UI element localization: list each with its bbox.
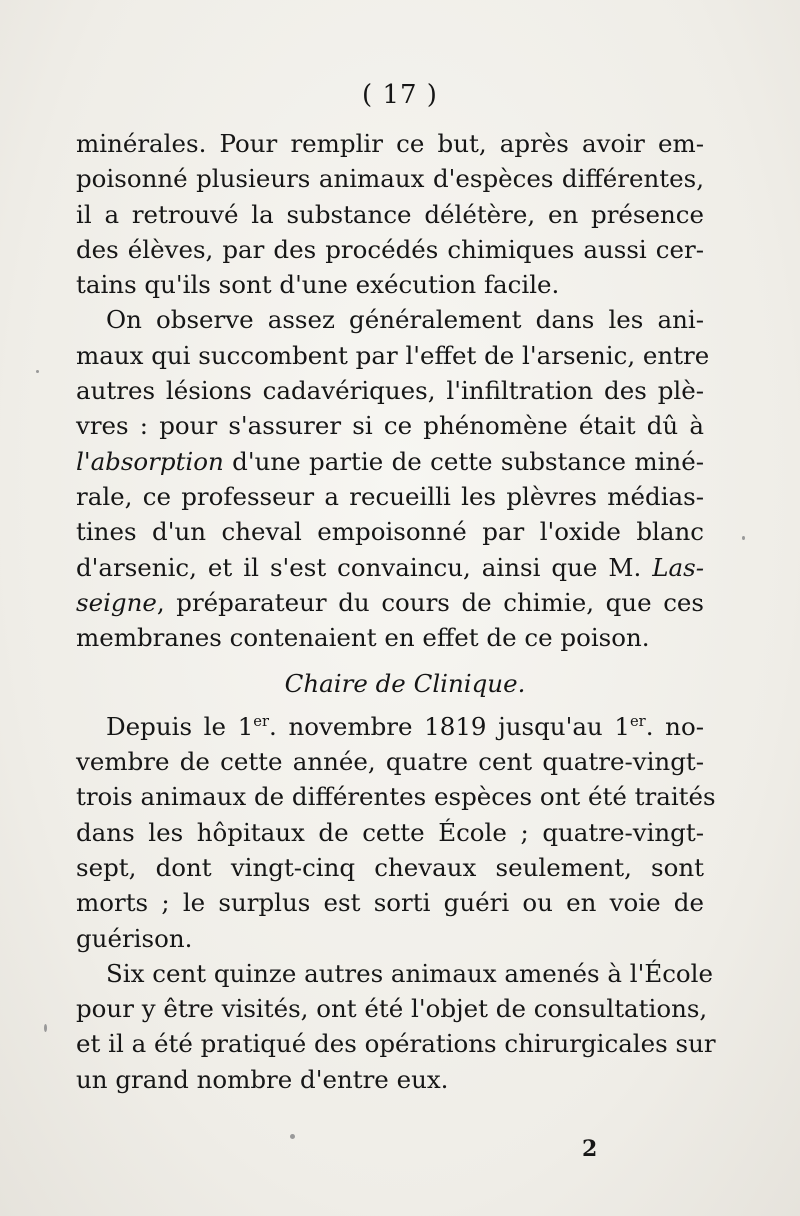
text-line: sept, dont vingt-cinq chevaux seulement, sont — [76, 852, 704, 882]
ordinal-superscript: er — [253, 712, 270, 730]
paper-speck — [36, 370, 39, 373]
text-line: minérales. Pour remplir ce but, après avoir em- — [76, 129, 704, 158]
paper-speck — [742, 536, 745, 540]
text-line: vembre de cette année, quatre cent quatre-vingt- — [76, 747, 704, 777]
text-line-italic-start: l'absorption d'une partie de cette substance miné- — [76, 446, 704, 476]
text-line: Six cent quinze autres animaux amenés à l'École — [106, 958, 714, 988]
ordinal-superscript: er — [629, 712, 646, 730]
text-line: et il a été pratiqué des opérations chirurgicales sur — [76, 1029, 716, 1059]
text-line: des élèves, par des procédés chimiques aussi cer- — [76, 234, 704, 264]
text-line: Depuis le 1er. novembre 1819 jusqu'au 1er. no- — [106, 711, 704, 741]
text-line: guérison. — [76, 923, 193, 953]
text-line: tains qu'ils sont d'une exécution facile. — [76, 270, 560, 300]
italic-word: seigne — [76, 587, 157, 617]
text-line: membranes contenaient en effet de ce poison. — [76, 623, 650, 653]
text-line: tines d'un cheval empoisonné par l'oxide blanc — [76, 517, 704, 547]
text-line: seigne, préparateur du cours de chimie, que ces — [76, 587, 704, 617]
paper-speck — [44, 1024, 47, 1032]
text-line: rale, ce professeur a recueilli les plèvres médias- — [76, 481, 704, 511]
italic-word: Las- — [652, 552, 704, 582]
signature-mark: 2 — [582, 1136, 598, 1162]
text-line: On observe assez généralement dans les ani- — [106, 305, 704, 335]
text-line: autres lésions cadavériques, l'infiltration des plè- — [76, 376, 704, 406]
page-number: ( 17 ) — [362, 80, 438, 110]
paper-speck — [290, 1134, 295, 1139]
text-line: il a retrouvé la substance délétère, en présence — [76, 199, 704, 229]
text-line: poisonné plusieurs animaux d'espèces différentes, — [76, 164, 704, 194]
italic-word: l'absorption — [76, 446, 224, 476]
text-line: un grand nombre d'entre eux. — [76, 1064, 449, 1094]
body-text — [76, 126, 716, 1097]
text-line: trois animaux de différentes espèces ont été traités — [76, 782, 716, 812]
text-line: pour y être visités, ont été l'objet de consultations, — [76, 994, 708, 1024]
text-line: vres : pour s'assurer si ce phénomène était dû à — [76, 411, 704, 441]
text-line: d'arsenic, et il s'est convaincu, ainsi que M. Las- — [76, 552, 704, 582]
text-line: dans les hôpitaux de cette École ; quatre-vingt- — [76, 817, 704, 847]
text-line: maux qui succombent par l'effet de l'arsenic, entre — [76, 340, 710, 370]
section-heading: Chaire de Clinique. — [284, 669, 526, 699]
text-line: morts ; le surplus est sorti guéri ou en voie de — [76, 888, 704, 918]
